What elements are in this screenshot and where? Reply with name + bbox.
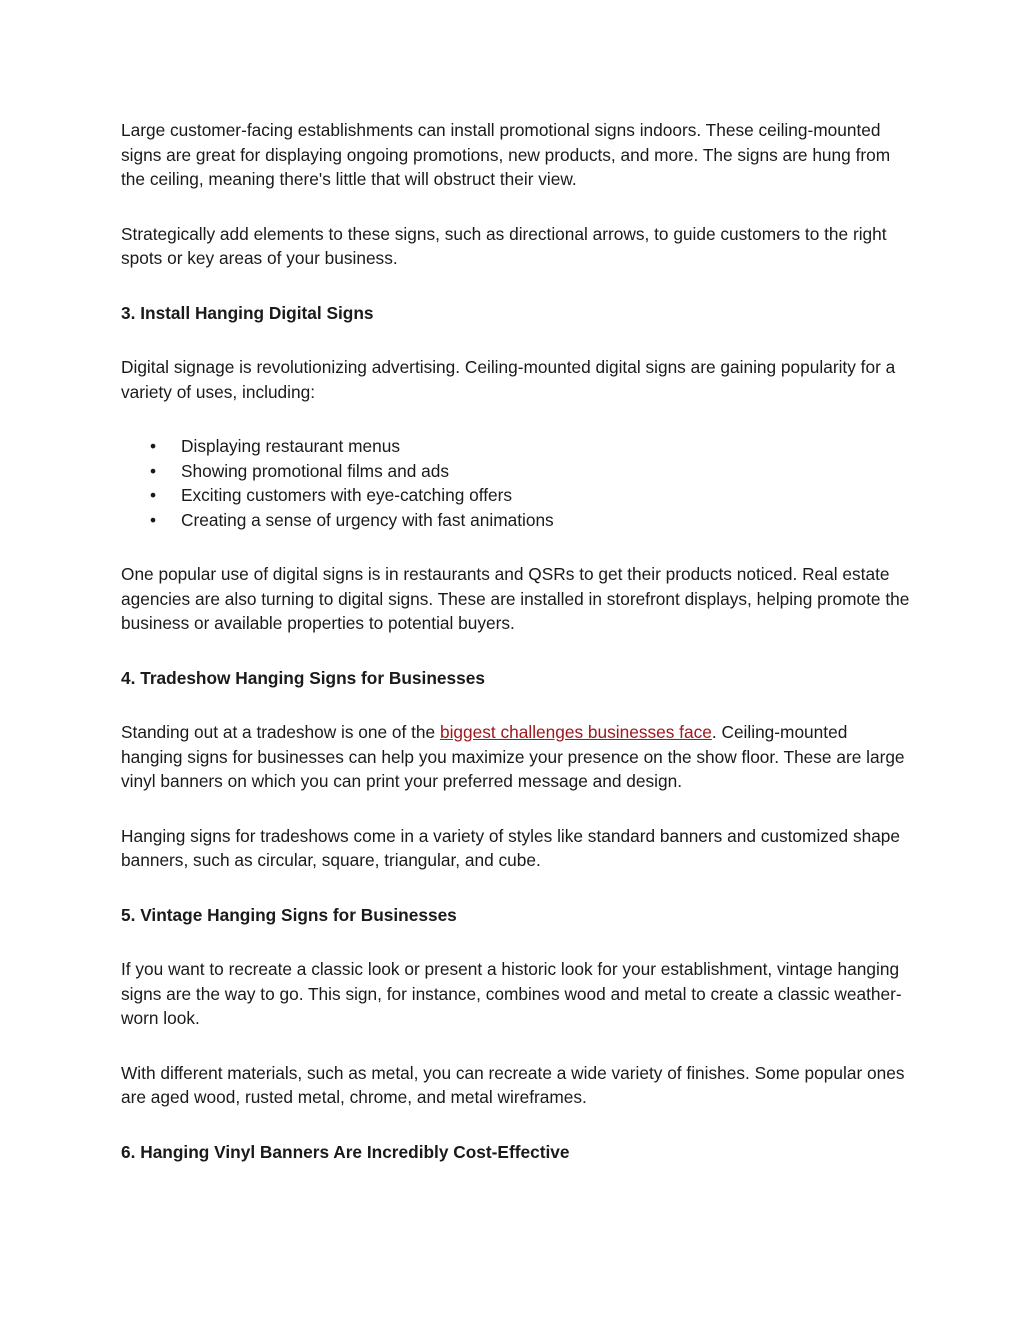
list-item (121, 434, 911, 459)
heading-tradeshow-signs: 4. Tradeshow Hanging Signs for Businesses (121, 667, 485, 688)
digital-sign-uses-list (121, 434, 911, 532)
paragraph-tradeshow-styles: Hanging signs for tradeshows come in a variety of styles like standard banners and customized shape banners, such as circular, square, triangular, and cube. (121, 825, 901, 870)
paragraph-text-before-link: Standing out at a tradeshow is one of the (121, 722, 440, 742)
paragraph-tradeshow-standing-out (121, 720, 911, 794)
paragraph-digital-signage-intro: Digital signage is revolutionizing advertising. Ceiling-mounted digital signs are gaining popularity for a variety of uses, including: (121, 357, 896, 402)
bullet-icon: • (150, 485, 157, 505)
paragraph-ceiling-promo-signs: Large customer-facing establishments can install promotional signs indoors. These ceiling-mounted signs are great for displaying ongoing promotions, new products, and more. The signs are hung from the ceiling, meaning there's little that will obstruct their view. (121, 120, 891, 189)
paragraph-digital-signs-restaurants: One popular use of digital signs is in restaurants and QSRs to get their products noticed. Real estate agencies are also turning to digital signs. These are installed in storefront displays, helping promote the business or available properties to potential buyers. (121, 564, 910, 633)
paragraph-vintage-materials: With different materials, such as metal, you can recreate a wide variety of finishes. Some popular ones are aged wood, rusted metal, chrome, and metal wireframes. (121, 1062, 905, 1107)
heading-vinyl-banners: 6. Hanging Vinyl Banners Are Incredibly Cost-Effective (121, 1141, 570, 1162)
bullet-icon: • (150, 509, 157, 530)
list-item-text: Exciting customers with eye-catching offers (181, 485, 513, 505)
list-item (121, 459, 911, 484)
list-item (121, 483, 911, 508)
list-item-text: Displaying restaurant menus (181, 436, 401, 456)
paragraph-directional-arrows: Strategically add elements to these signs, such as directional arrows, to guide customers to the right spots or key areas of your business. (121, 223, 887, 268)
list-item-text: Creating a sense of urgency with fast animations (181, 509, 554, 530)
list-item-text: Showing promotional films and ads (181, 460, 450, 481)
paragraph-vintage-classic-look: If you want to recreate a classic look or present a historic look for your establishment, vintage hanging signs are the way to go. This sign, for instance, combines wood and metal to create a classic weather-worn look. (121, 959, 902, 1028)
bullet-icon: • (150, 460, 157, 481)
heading-vintage-signs: 5. Vintage Hanging Signs for Businesses (121, 904, 457, 925)
document-page (121, 118, 911, 1194)
list-item (121, 508, 911, 533)
paragraph-text-after-link: . Ceiling-mounted hanging signs for businesses can help you maximize your presence on the show floor. These are large vinyl banners on which you can print your preferred message and design. (121, 722, 905, 791)
heading-hanging-digital-signs: 3. Install Hanging Digital Signs (121, 302, 374, 323)
bullet-icon: • (150, 436, 157, 456)
biggest-challenges-link[interactable]: biggest challenges businesses face (439, 722, 712, 742)
